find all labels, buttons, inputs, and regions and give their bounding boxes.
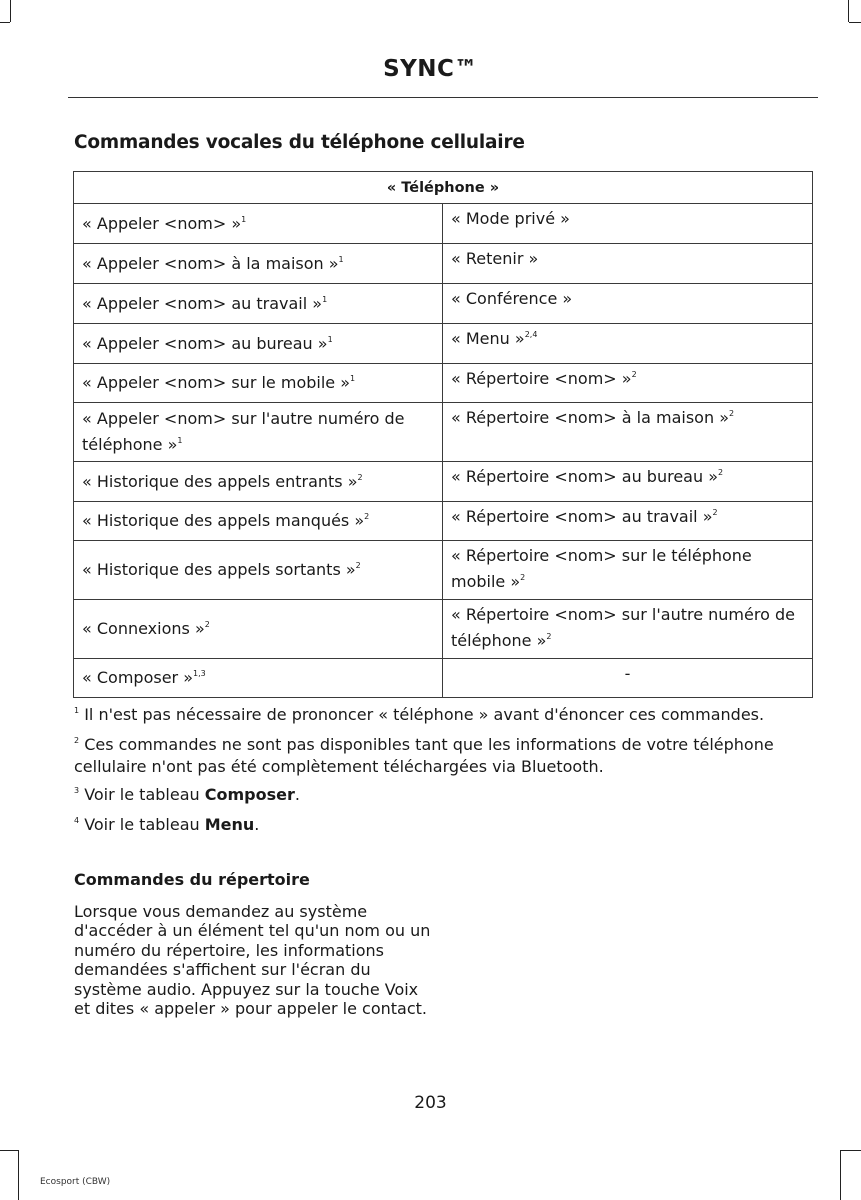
table-body — [74, 204, 813, 698]
table-row — [74, 324, 813, 364]
subsection-paragraph: Lorsque vous demandez au système d'accéder à un élément tel qu'un nom ou un numéro du répertoire, les informations demandées s'affichent sur l'écran du système audio. Appuyez sur la touche Voix et dites « appeler » pour appeler le contact. — [74, 902, 431, 1019]
footer-text: Ecosport (CBW) — [40, 1177, 111, 1187]
command-cell-right — [443, 403, 813, 462]
footnote-number: 1 — [74, 706, 80, 715]
command-text: « Appeler <nom> » — [82, 213, 242, 233]
table-row — [74, 364, 813, 403]
footnote-ref: 2 — [357, 472, 363, 482]
command-cell — [74, 659, 443, 698]
footnote-text: Il n'est pas nécessaire de prononcer « téléphone » avant d'énoncer ces commandes. — [84, 705, 765, 724]
command-text: « Répertoire <nom> au bureau » — [451, 467, 718, 486]
page-number: 203 — [414, 1093, 447, 1113]
crop-mark — [0, 1150, 18, 1151]
table-row — [74, 244, 813, 284]
table-row — [74, 462, 813, 502]
crop-mark — [849, 22, 861, 23]
footnote-ref: 2 — [718, 468, 724, 477]
footnote-ref: 1 — [177, 436, 183, 445]
footnote-ref: 2 — [355, 561, 361, 570]
footnote-ref: 1 — [350, 374, 356, 383]
table-row — [74, 502, 813, 541]
command-text: « Répertoire <nom> » — [451, 369, 632, 388]
footnote-number: 3 — [74, 786, 80, 795]
table-row — [74, 403, 813, 462]
command-text: « Retenir » — [451, 249, 539, 268]
footnote-text: Voir le tableau — [84, 785, 205, 804]
footnote-ref: 1 — [241, 214, 247, 224]
footnote-number: 4 — [74, 816, 80, 825]
footnote-number: 2 — [74, 736, 80, 745]
footnote-ref: 1 — [322, 294, 328, 304]
command-cell-right — [443, 204, 813, 244]
command-text: « Appeler <nom> au travail » — [82, 293, 323, 313]
command-cell — [74, 204, 443, 244]
table-row — [74, 541, 813, 600]
command-cell — [74, 600, 443, 659]
command-cell-right — [443, 541, 813, 600]
footnote-ref: 1 — [327, 334, 333, 344]
footnote-ref: 2 — [728, 409, 735, 418]
subsection-title: Commandes du répertoire — [74, 870, 310, 889]
command-text: « Appeler <nom> sur l'autre numéro de téléphone » — [82, 409, 405, 454]
command-cell-right — [443, 462, 813, 502]
command-cell — [74, 244, 443, 284]
table-header-row — [74, 172, 813, 204]
command-text: « Historique des appels manqués » — [82, 511, 365, 530]
crop-mark — [840, 1150, 841, 1200]
footnote — [74, 704, 814, 726]
voice-commands-table — [73, 171, 813, 698]
footnote-text: Voir le tableau — [84, 815, 205, 834]
command-text: « Composer » — [82, 668, 193, 687]
command-cell-right — [443, 600, 813, 659]
command-text: « Connexions » — [82, 619, 205, 638]
footnote-reference: Menu — [204, 815, 255, 834]
table-row — [74, 659, 813, 698]
table-row — [74, 284, 813, 324]
command-text: « Appeler <nom> sur le mobile » — [82, 373, 350, 392]
crop-mark — [848, 0, 849, 22]
command-text: « Répertoire <nom> au travail » — [451, 507, 713, 526]
command-cell-right — [443, 659, 813, 698]
crop-mark — [0, 22, 10, 23]
table-row — [74, 204, 813, 244]
command-text: « Conférence » — [451, 289, 573, 308]
footnote-ref: 1,3 — [193, 669, 206, 678]
command-cell-right — [443, 284, 813, 324]
command-text: « Menu » — [451, 329, 525, 348]
section-title: Commandes vocales du téléphone cellulaire — [74, 132, 525, 153]
command-text: - — [624, 664, 631, 683]
crop-mark — [840, 1150, 861, 1151]
command-cell — [74, 502, 443, 541]
footnote-ref: 2,4 — [524, 330, 538, 339]
table-row — [74, 600, 813, 659]
command-text: « Appeler <nom> à la maison » — [82, 253, 339, 273]
command-cell — [74, 403, 443, 462]
command-cell — [74, 324, 443, 364]
footnote-ref: 2 — [520, 573, 526, 582]
footnote-ref: 1 — [338, 254, 344, 264]
command-cell — [74, 364, 443, 403]
footnote-punct: . — [254, 815, 260, 834]
command-cell — [74, 541, 443, 600]
footnote-text: Ces commandes ne sont pas disponibles tant que les informations de votre téléphone cellulaire n'ont pas été complètement téléchargées via Bluetooth. — [74, 735, 774, 776]
running-head: SYNC™ — [383, 56, 478, 82]
command-text: « Répertoire <nom> à la maison » — [451, 408, 729, 427]
command-cell-right — [443, 364, 813, 403]
footnote-ref: 2 — [631, 370, 637, 379]
footnote-reference: Composer — [204, 785, 295, 804]
command-text: « Historique des appels sortants » — [82, 560, 356, 579]
footnote-ref: 2 — [712, 508, 718, 517]
crop-mark — [18, 1150, 19, 1200]
footnote — [74, 784, 814, 806]
command-cell — [74, 284, 443, 324]
command-text: « Historique des appels entrants » — [82, 471, 358, 491]
table-caption: « Téléphone » — [74, 172, 813, 204]
command-cell-right — [443, 502, 813, 541]
footnote-ref: 2 — [364, 512, 370, 521]
command-text: « Mode privé » — [451, 209, 570, 228]
footnote — [74, 814, 814, 836]
header-rule — [68, 97, 818, 98]
command-cell-right — [443, 324, 813, 364]
command-text: « Répertoire <nom> sur le téléphone mobile » — [451, 546, 752, 591]
footnote — [74, 734, 814, 778]
command-text: « Appeler <nom> au bureau » — [82, 333, 328, 353]
command-cell-right — [443, 244, 813, 284]
footnote-ref: 2 — [204, 620, 210, 629]
command-text: « Répertoire <nom> sur l'autre numéro de téléphone » — [451, 605, 795, 650]
crop-mark — [10, 0, 11, 22]
footnote-punct: . — [294, 785, 300, 804]
command-cell — [74, 462, 443, 502]
footnote-ref: 2 — [546, 632, 552, 641]
